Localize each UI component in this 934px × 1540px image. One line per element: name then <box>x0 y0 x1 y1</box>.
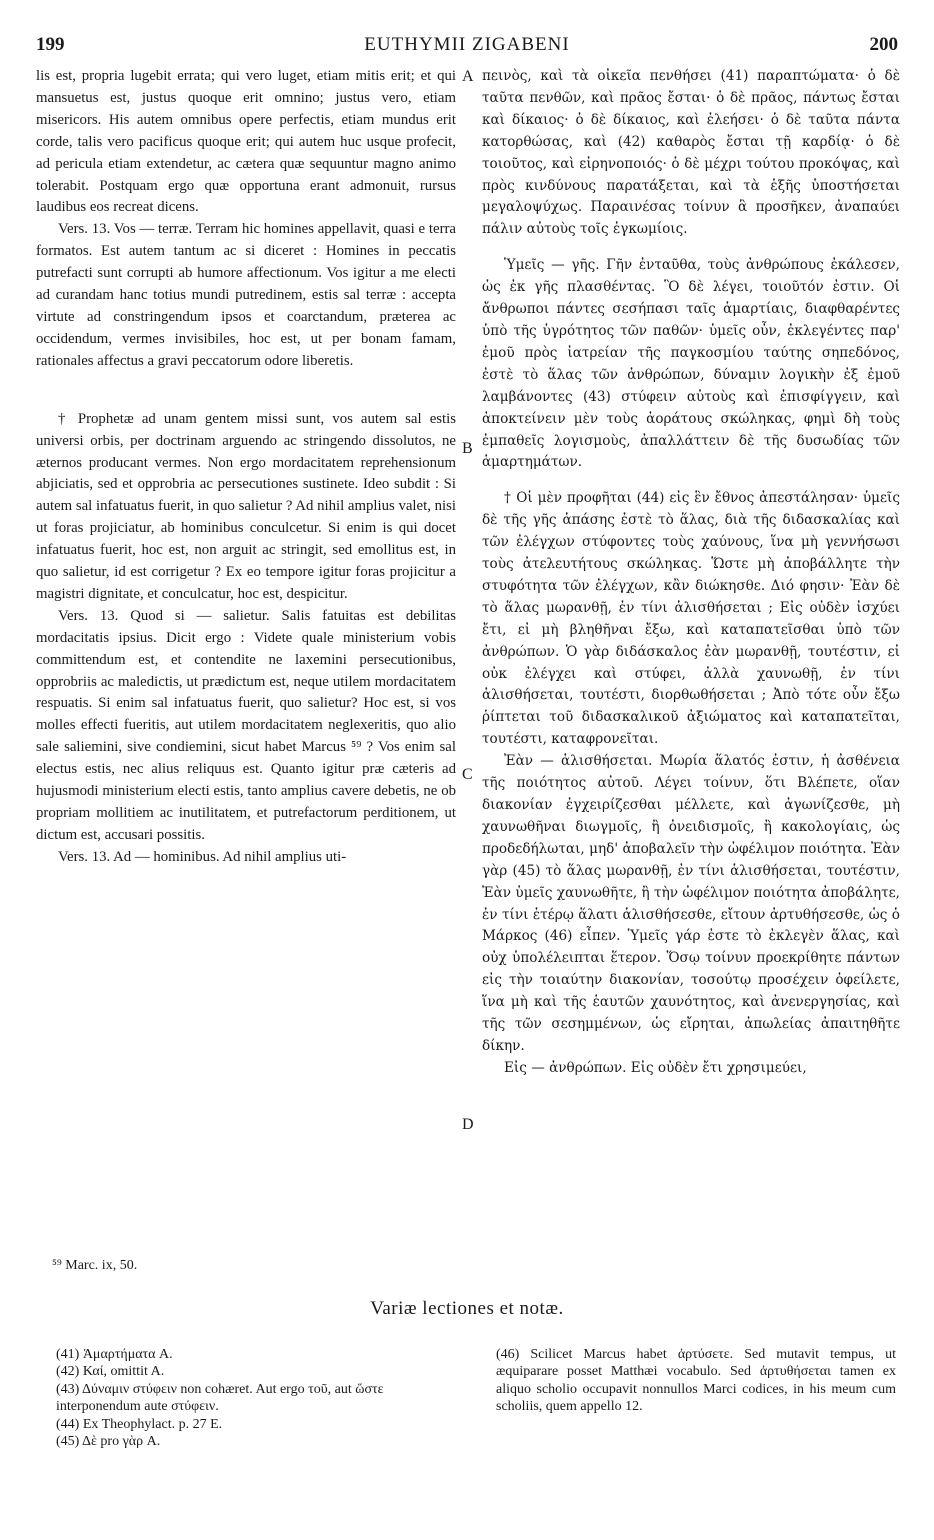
margin-marker-c: C <box>462 766 473 783</box>
latin-paragraph: Vers. 13. Quod si — salietur. Salis fatuitas est debilitas mordacitatis ipsius. Dicit ergo : Videte quale ministerium vobis committendum est, et contendite ne laxemini persecutionibus, opprobriis ac maledictis, ut prædictum est, neque utilem mordacitatem respuatis. Si enim sal infatuatus fuerit, quo salietur? Hoc est, si vos molles effecti fueritis, aut utilem mordacitatem neglexeritis, quo alio sale saliemini, sive condiemini, sicut habet Marcus ⁵⁹ ? Vos enim sal electus estis, nec alius reliquus est. Quanto igitur præ cæteris ad hujusmodi ministerium electi estis, tanto amplius cavere debetis, ne ob propriam mollitiem ac inutilitatem, et putrefactorum perditionem, ut dictum est, accusari possitis. <box>36 607 456 843</box>
latin-paragraph: Vers. 13. Ad — hominibus. Ad nihil amplius uti- <box>58 848 347 865</box>
footnote: ⁵⁹ Marc. ix, 50. <box>52 1258 138 1273</box>
notes-right <box>496 1346 896 1416</box>
note-item: (42) Καί, omittit A. <box>56 1364 165 1380</box>
variae-lectiones-title: Variæ lectiones et notæ. <box>370 1298 564 1319</box>
note-item: (43) Δύναμιν στύφειν non cohæret. Aut ergo τοῦ, aut ὥστε interponendum aute στύφειν. <box>56 1381 384 1415</box>
page-number-right: 200 <box>869 34 898 55</box>
page-header <box>36 34 898 58</box>
latin-paragraph: lis est, propria lugebit errata; qui vero luget, etiam mitis erit; et qui mansuetus est, justus quoque erit omnino; justus vero, etiam misericors. His autem omnibus opere perfectis, etiam mundus erit corde, talis vero pacificus quoque erit; qui autem huc usque profecit, ad pericula etiam extendetur, ac cætera quæ sequuntur magno animo tolerabit. Postquam ergo quæ opportuna erant admonuit, rursus laudibus eos recreat dicens. <box>36 68 456 216</box>
running-title: EUTHYMII ZIGABENI <box>364 34 570 55</box>
note-item: (44) Ex Theophylact. p. 27 E. <box>56 1416 223 1432</box>
margin-marker-a: A <box>462 68 474 85</box>
note-item: (45) Δὲ pro γὰρ A. <box>56 1434 161 1450</box>
greek-column <box>482 66 900 1080</box>
greek-paragraph: πεινὸς, καὶ τὰ οἰκεῖα πενθήσει (41) παραπτώματα· ὁ δὲ ταῦτα πενθῶν, καὶ πρᾶος ἔσται· ὁ δὲ πρᾶος, πάντως ἔσται καὶ δίκαιος· ὁ δὲ δίκαιος, καὶ ἐλεήσει· ὁ δὲ ταῦτα πάντα κατορθώσας, καὶ (42) καθαρὸς ἔσται τῇ καρδίᾳ· ὁ δὲ τοιοῦτος, καὶ εἰρηνοποιός· ὁ δὲ μέχρι τούτου προκόψας, καὶ πρὸς κινδύνους παρατάξεται, καὶ τὰ ἑξῆς ὑποστήσεται μεγαλοψύχως. Παραινέσας τοίνυν ἃ προσῆκεν, ἀναπαύει πάλιν αὐτοὺς τοῖς ἐγκωμίοις. <box>482 68 900 238</box>
note-item: (46) Scilicet Marcus habet ἀρτύσετε. Sed mutavit tempus, ut æquiparare posset Matthæi vocabulo. Sed ἀρτυθήσεται tamen ex aliquo scholio occupavit nonnullos Marci codices, in his meum cum scholiis, quem appello 12. <box>496 1347 896 1415</box>
greek-paragraph: † Οἱ μὲν προφῆται (44) εἰς ἓν ἔθνος ἀπεστάλησαν· ὑμεῖς δὲ τῆς γῆς ἁπάσης ἐστὲ τὸ ἅλας, διὰ τῆς διδασκαλίας καὶ τῶν ἐλέγχων στύφοντες τοὺς χαύνους, ἵνα μὴ γεννήσωσι τοὺς ἀτελευτήτους σκώληκας. Ὥστε μὴ ἀποβάλλητε τὴν στυφότητα τῶν ἐλέγχων, κἂν διώκησθε. Διό φησιν· Ἐὰν δὲ τὸ ἅλας μωρανθῇ, ἐν τίνι ἁλισθήσεται ; Εἰς οὐδὲν ἰσχύει ἔτι, εἰ μὴ βληθῆναι ἔξω, καὶ καταπατεῖσθαι ὑπὸ τῶν ἀνθρώπων. Ὁ γὰρ διδάσκαλος ἐὰν μωρανθῇ, τουτέστιν, εἰ οὐκ ἐλέγχει καὶ στύφει, ἀλλὰ χαυνωθῇ, ἐν τίνι ἁλισθήσεται, τουτέστι, διορθωθήσεται ; Ἀπὸ τότε οὖν ἔξω ῥίπτεται τοῦ διδασκαλικοῦ ἀξιώματος καὶ καταπατεῖται, τουτέστι, καταφρονεῖται. <box>482 490 900 748</box>
page-number-left: 199 <box>36 34 65 55</box>
greek-paragraph: Ἐὰν — ἁλισθήσεται. Μωρία ἅλατός ἐστιν, ἡ ἀσθένεια τῆς ποιότητος αὐτοῦ. Λέγει τοίνυν, ὅτι Βλέπετε, οἵαν διακονίαν ἐγχειρίζεσθαι μέλλετε, καὶ ἀγωνίζεσθε, μὴ χαυνωθῆναι διωγμοῖς, ἢ ὀνειδισμοῖς, ἢ κακολογίαις, ὡς προδεδήλωται, μηδ' ἀποβαλεῖν τὴν ὠφέλιμον ποιότητα. Ἐὰν γὰρ (45) τὸ ἅλας μωρανθῇ, ἐν τίνι ἁλισθήσεται, τουτέστιν, Ἐὰν ὑμεῖς χαυνωθῆτε, ἢ τὴν ὠφέλιμον ποιότητα ἀποβάλητε, ἐν τίνι ἑτέρῳ ἅλατι ἁλισθήσεσθε, εἴτουν ἀρτυθήσεσθε, ὡς ὁ Μάρκος (46) εἶπεν. Ὑμεῖς γάρ ἐστε τὸ ἐκλεγὲν ἅλας, καὶ οὐχ ὑπολέλειπται ἕτερον. Ὅσῳ τοίνυν προεκρίθητε πάντων εἰς τὴν τοιαύτην διακονίαν, τοσούτῳ προσέχειν ὀφείλετε, ἵνα μὴ καὶ τῆς ἑαυτῶν χαυνότητος, καὶ ἀνενεργησίας, καὶ τῆς τῶν σεσημμένων, ὡς εἴρηται, ἀπωλείας ἀπαιτηθῆτε δίκην. <box>482 753 900 1054</box>
notes-left <box>56 1346 456 1450</box>
greek-paragraph: Εἰς — ἀνθρώπων. Εἰς οὐδὲν ἔτι χρησιμεύει, <box>504 1059 807 1076</box>
greek-paragraph: Ὑμεῖς — γῆς. Γῆν ἐνταῦθα, τοὺς ἀνθρώπους ἐκάλεσεν, ὡς ἐκ γῆς πλασθέντας. Ὃ δὲ λέγει, τοιοῦτόν ἐστιν. Οἱ ἄνθρωποι πάντες σεσήπασι ταῖς ἁμαρτίαις, διαφθαρέντες ὑπὸ τῆς ὑγρότητος τῶν παθῶν· ὑμεῖς οὖν, ἐκλεγέντες παρ' ἐμοῦ πρὸς ἰατρείαν τῆς παγκοσμίου ταύτης σηπεδόνος, ἐστὲ τὸ ἅλας τῶν ἀνθρώπων, δύναμιν λογικὴν ἐξ ἐμοῦ λαμβάνοντες (43) στύφειν αὐτοὺς καὶ ἐπισφίγγειν, καὶ ἀποκτείνειν μὲν τοὺς ἀοράτους σκώληκας, φημὶ δὴ τοὺς ἐμπαθεῖς λογισμοὺς, ἀπαλλάττειν δὲ τῆς δυσωδίας τῶν ἁμαρτημάτων. <box>482 257 900 471</box>
latin-paragraph: Vers. 13. Vos — terræ. Terram hic homines appellavit, quasi e terra formatos. Est autem tantum ac si diceret : Homines in peccatis putrefacti sunt corrupti ab humore affectionum. Vos igitur a me electi ad curandam hanc totius mundi putredinem, estis sal terræ : accepta virtute ad constringendum ipsos et coarctandum, præterea ac occidendum, vermes invisibiles, hoc est, ut per bonam famam, rationales affectus a gravi peccatorum odore liberetis. <box>36 221 456 369</box>
latin-paragraph: † Prophetæ ad unam gentem missi sunt, vos autem sal estis universi orbis, per doctrinam arguendo ac stringendo dissolutos, ne æternos producant vermes. Non ergo mordacitatem reprehensionum abjiciatis, sed et opprobria ac persecutiones sustinete. Ideo subdit : Si autem sal infatuatus fuerit, in quo salietur ? Ad nihil amplius valet, nisi ut foras projiciatur, ab hominibus conculcetur. Si enim is qui docet infatuatus fuerit, hoc est, non arguit ac stringit, sed emollitus est, in quo salietur, id est corrigetur ? Ex eo tempore igitur foras projicitur a magistri dignitate, et conculcatur, hoc est, despicitur. <box>36 410 456 602</box>
margin-marker-d: D <box>462 1116 474 1133</box>
latin-column <box>36 66 456 869</box>
margin-marker-b: B <box>462 440 473 457</box>
note-item: (41) Ἁμαρτήματα A. <box>56 1347 173 1362</box>
